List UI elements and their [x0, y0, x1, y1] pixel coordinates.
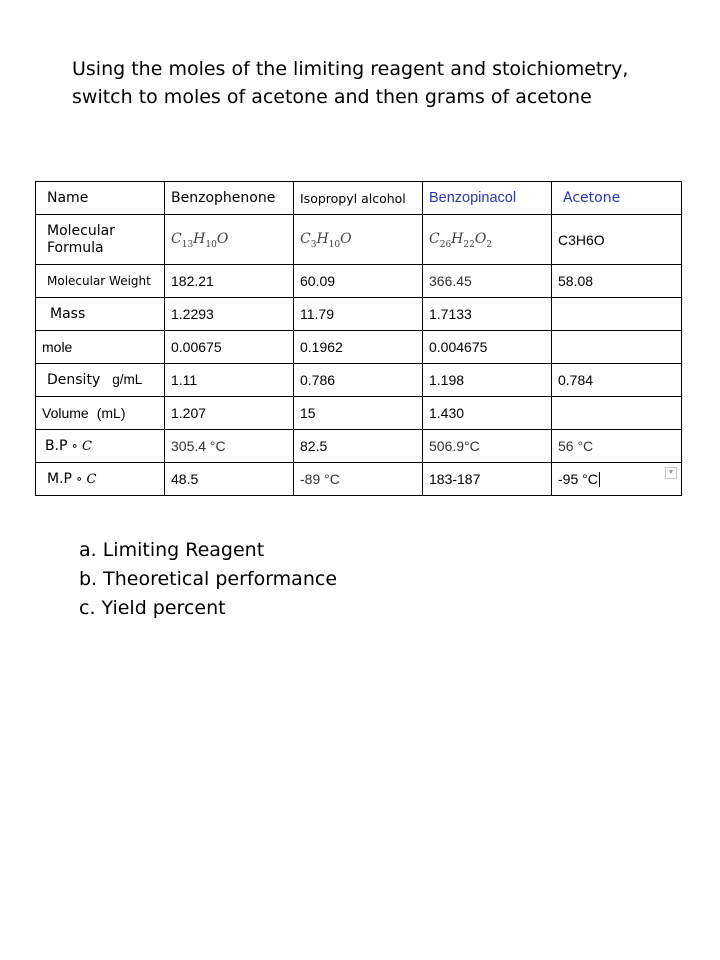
degree-c-symbol: ∘ C [75, 472, 97, 487]
cell-mole-benzopinacol[interactable]: 0.004675 [423, 331, 552, 364]
cell-bp-benzopinacol[interactable]: 506.9°C [423, 430, 552, 463]
cell-mole-benzophenone[interactable]: 0.00675 [165, 331, 294, 364]
cell-mass-acetone[interactable] [552, 298, 682, 331]
formula-c13h10o: $C_{13}H_{10}O$ [171, 230, 229, 250]
text-cursor [599, 472, 600, 487]
row-label-formula: Molecular Formula [36, 215, 165, 265]
table-row-boiling-point [36, 430, 682, 463]
mp-label: M.P [47, 471, 72, 487]
table-row-mole [36, 331, 682, 364]
formula-benzopinacol[interactable] [423, 215, 552, 265]
cell-mw-acetone[interactable]: 58.08 [552, 265, 682, 298]
density-unit: g/mL [112, 372, 143, 387]
cell-mw-isopropyl-alcohol[interactable]: 60.09 [294, 265, 423, 298]
degree-c-symbol: ∘ C [71, 439, 92, 454]
header-isopropyl-alcohol[interactable]: Isopropyl alcohol [294, 182, 423, 215]
instruction-line-1: Using the moles of the limiting reagent and stoichiometry, [72, 58, 629, 80]
formula-acetone[interactable]: C3H6O [552, 215, 682, 265]
bp-label: B.P [45, 438, 68, 454]
formula-benzophenone[interactable] [165, 215, 294, 265]
table-row-volume [36, 397, 682, 430]
density-label: Density [47, 372, 101, 388]
cell-bp-acetone[interactable]: 56 °C [552, 430, 682, 463]
row-label-molecular-weight: Molecular Weight [36, 265, 165, 298]
cell-density-benzophenone[interactable]: 1.11 [165, 364, 294, 397]
mp-acetone-value: -95 °C [558, 470, 598, 487]
row-label-mole: mole [36, 331, 165, 364]
table-row-melting-point [36, 463, 682, 496]
cell-mole-isopropyl-alcohol[interactable]: 0.1962 [294, 331, 423, 364]
table-row-density [36, 364, 682, 397]
formula-c26h22o2: $C_{26}H_{22}O_2$ [429, 230, 493, 250]
header-acetone[interactable]: Acetone [552, 182, 682, 215]
cell-volume-benzopinacol[interactable]: 1.430 [423, 397, 552, 430]
question-c: c. Yield percent [79, 597, 226, 619]
cell-density-isopropyl-alcohol[interactable]: 0.786 [294, 364, 423, 397]
volume-label: Volume [42, 405, 89, 421]
question-b: b. Theoretical performance [79, 568, 338, 590]
dropdown-arrow-icon[interactable]: ▼ [665, 467, 677, 479]
cell-bp-benzophenone[interactable]: 305.4 °C [165, 430, 294, 463]
cell-volume-acetone[interactable] [552, 397, 682, 430]
question-list [79, 536, 337, 623]
instructions [72, 55, 672, 111]
cell-mp-benzophenone[interactable]: 48.5 [165, 463, 294, 496]
row-label-name: Name [36, 182, 165, 215]
volume-unit: (mL) [96, 405, 126, 421]
properties-table [35, 181, 682, 496]
cell-mw-benzophenone[interactable]: 182.21 [165, 265, 294, 298]
cell-mp-isopropyl-alcohol[interactable]: -89 °C [294, 463, 423, 496]
cell-mass-benzopinacol[interactable]: 1.7133 [423, 298, 552, 331]
cell-mw-benzopinacol[interactable]: 366.45 [423, 265, 552, 298]
cell-mole-acetone[interactable] [552, 331, 682, 364]
formula-c3h10o: $C_3H_{10}O$ [300, 230, 352, 250]
cell-volume-benzophenone[interactable]: 1.207 [165, 397, 294, 430]
row-label-mass: Mass [36, 298, 165, 331]
table-row-molecular-weight [36, 265, 682, 298]
row-label-bp [36, 430, 165, 463]
cell-mass-benzophenone[interactable]: 1.2293 [165, 298, 294, 331]
instruction-line-2: switch to moles of acetone and then grams of acetone [72, 86, 592, 108]
table-row-name [36, 182, 682, 215]
table-row-formula [36, 215, 682, 265]
cell-mp-acetone[interactable] [552, 463, 682, 496]
cell-mp-benzopinacol[interactable]: 183-187 [423, 463, 552, 496]
formula-isopropyl-alcohol[interactable] [294, 215, 423, 265]
question-a: a. Limiting Reagent [79, 539, 265, 561]
cell-volume-isopropyl-alcohol[interactable]: 15 [294, 397, 423, 430]
cell-mass-isopropyl-alcohol[interactable]: 11.79 [294, 298, 423, 331]
row-label-mp [36, 463, 165, 496]
cell-density-acetone[interactable]: 0.784 [552, 364, 682, 397]
table-row-mass [36, 298, 682, 331]
row-label-volume [36, 397, 165, 430]
header-benzophenone[interactable]: Benzophenone [165, 182, 294, 215]
cell-density-benzopinacol[interactable]: 1.198 [423, 364, 552, 397]
cell-bp-isopropyl-alcohol[interactable]: 82.5 [294, 430, 423, 463]
header-benzopinacol[interactable]: Benzopinacol [423, 182, 552, 215]
row-label-density [36, 364, 165, 397]
